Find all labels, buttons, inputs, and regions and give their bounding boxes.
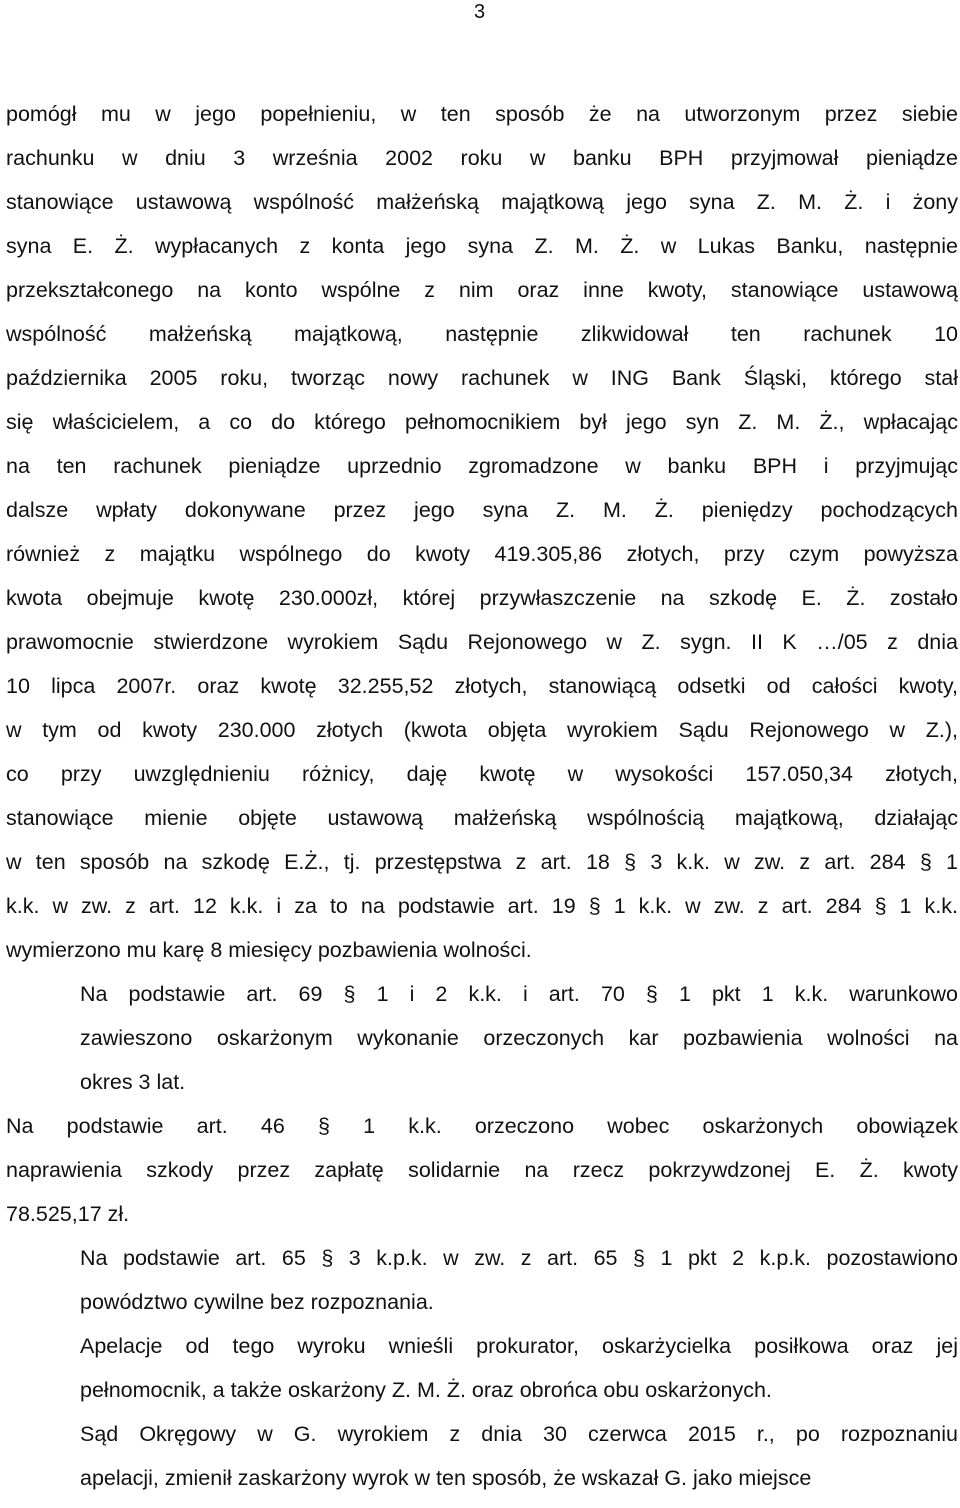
document-body <box>6 92 958 1500</box>
text-line: prawomocnie stwierdzone wyrokiem Sądu Rejonowego w Z. sygn. II K …/05 z dnia <box>6 630 958 654</box>
text-line: w tym od kwoty 230.000 złotych (kwota objęta wyrokiem Sądu Rejonowego w Z.), <box>6 718 958 742</box>
page-number: 3 <box>474 1 486 23</box>
text-line: naprawienia szkody przez zapłatę solidarnie na rzecz pokrzywdzonej E. Ż. kwoty <box>6 1158 958 1182</box>
paragraph-appeals <box>6 1324 958 1412</box>
text-line: syna E. Ż. wypłacanych z konta jego syna Z. M. Ż. w Lukas Banku, następnie <box>6 234 958 258</box>
text-line: wymierzono mu karę 8 miesięcy pozbawienia wolności. <box>6 938 532 962</box>
text-line: kwota obejmuje kwotę 230.000zł, której przywłaszczenie na szkodę E. Ż. zostało <box>6 586 958 610</box>
text-line: Apelacje od tego wyroku wnieśli prokurator, oskarżycielka posiłkowa oraz jej <box>80 1334 958 1358</box>
paragraph-regional-court <box>6 1412 958 1500</box>
paragraph-suspension <box>6 972 958 1104</box>
text-line: przekształconego na konto wspólne z nim oraz inne kwoty, stanowiące ustawową <box>6 278 958 302</box>
paragraph-damages <box>6 1104 958 1236</box>
text-line: Na podstawie art. 46 § 1 k.k. orzeczono wobec oskarżonych obowiązek <box>6 1114 958 1138</box>
text-line: w ten sposób na szkodę E.Ż., tj. przestępstwa z art. 18 § 3 k.k. w zw. z art. 284 § 1 <box>6 850 958 874</box>
text-line: rachunku w dniu 3 września 2002 roku w banku BPH przyjmował pieniądze <box>6 146 958 170</box>
text-line: powództwo cywilne bez rozpoznania. <box>80 1290 434 1314</box>
text-line: apelacji, zmienił zaskarżony wyrok w ten sposób, że wskazał G. jako miejsce <box>80 1466 812 1490</box>
text-line: co przy uwzględnieniu różnicy, daję kwotę w wysokości 157.050,34 złotych, <box>6 762 958 786</box>
text-line: pełnomocnik, a także oskarżony Z. M. Ż. oraz obrońca obu oskarżonych. <box>80 1378 772 1402</box>
text-line: k.k. w zw. z art. 12 k.k. i za to na podstawie art. 19 § 1 k.k. w zw. z art. 284 § 1 k.k. <box>6 894 958 918</box>
text-line: na ten rachunek pieniądze uprzednio zgromadzone w banku BPH i przyjmując <box>6 454 958 478</box>
text-line: dalsze wpłaty dokonywane przez jego syna Z. M. Ż. pieniędzy pochodzących <box>6 498 958 522</box>
text-line: 78.525,17 zł. <box>6 1202 130 1226</box>
paragraph-civil-claim <box>6 1236 958 1324</box>
text-line: wspólność małżeńską majątkową, następnie zlikwidował ten rachunek 10 <box>6 322 958 346</box>
text-line: pomógł mu w jego popełnieniu, w ten sposób że na utworzonym przez siebie <box>6 102 958 126</box>
text-line: października 2005 roku, tworząc nowy rachunek w ING Bank Śląski, którego stał <box>6 366 958 390</box>
text-line: się właścicielem, a co do którego pełnomocnikiem był jego syn Z. M. Ż., wpłacając <box>6 410 958 434</box>
text-line: stanowiące ustawową wspólność małżeńską majątkową jego syna Z. M. Ż. i żony <box>6 190 958 214</box>
text-line: zawieszono oskarżonym wykonanie orzeczonych kar pozbawienia wolności na <box>80 1026 958 1050</box>
text-line: stanowiące mienie objęte ustawową małżeńską wspólnością majątkową, działając <box>6 806 958 830</box>
text-line: Sąd Okręgowy w G. wyrokiem z dnia 30 czerwca 2015 r., po rozpoznaniu <box>80 1422 958 1446</box>
text-line: 10 lipca 2007r. oraz kwotę 32.255,52 złotych, stanowiącą odsetki od całości kwoty, <box>6 674 958 698</box>
text-line: również z majątku wspólnego do kwoty 419.305,86 złotych, przy czym powyższa <box>6 542 958 566</box>
paragraph-verdict-description <box>6 92 958 972</box>
text-line: Na podstawie art. 65 § 3 k.p.k. w zw. z art. 65 § 1 pkt 2 k.p.k. pozostawiono <box>80 1246 958 1270</box>
text-line: okres 3 lat. <box>80 1070 186 1094</box>
text-line: Na podstawie art. 69 § 1 i 2 k.k. i art. 70 § 1 pkt 1 k.k. warunkowo <box>80 982 958 1006</box>
